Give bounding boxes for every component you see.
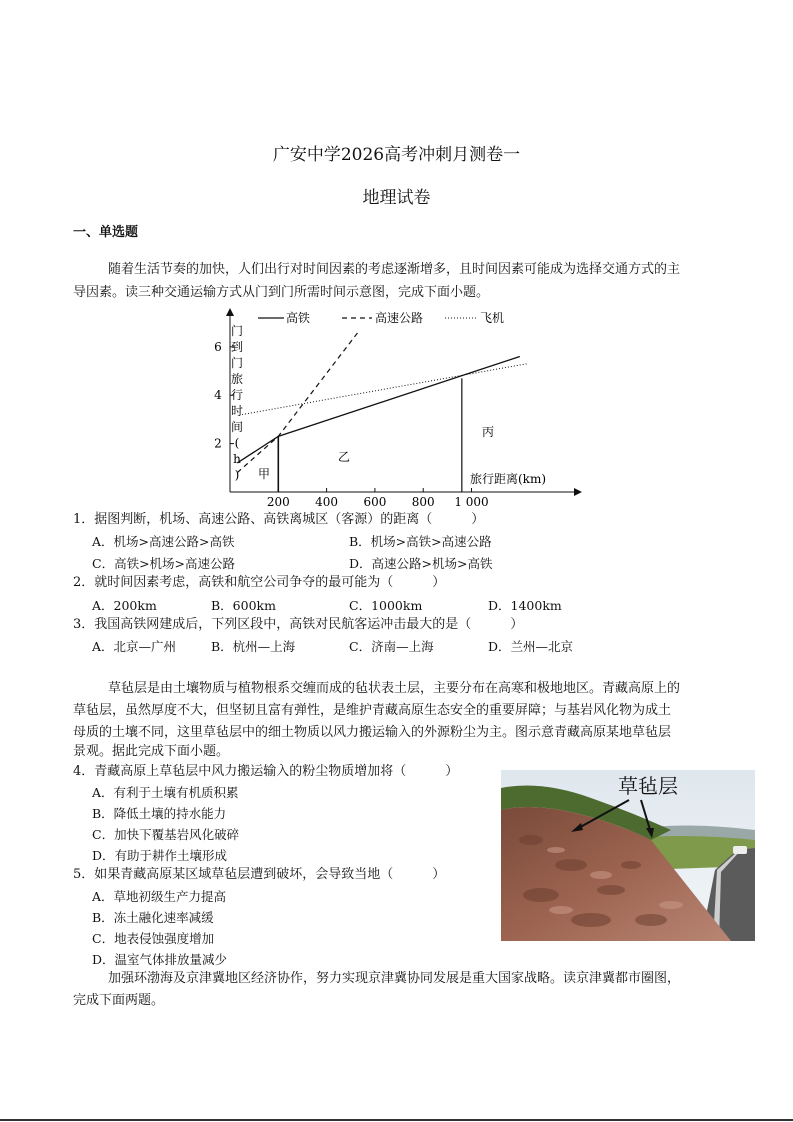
q2-option-d[interactable]: D．1400km <box>488 598 562 613</box>
q3-option-c[interactable]: C．济南—上海 <box>349 639 434 654</box>
y-axis-label-char: 行 <box>230 388 244 402</box>
q4-option-b[interactable]: B．降低土壤的持水能力 <box>92 806 227 821</box>
y-axis-label-char: ) <box>234 468 240 482</box>
q5-option-c[interactable]: C．地表侵蚀强度增加 <box>92 931 215 946</box>
y-axis-label-char: 到 <box>230 340 244 354</box>
q3-option-b[interactable]: B．杭州—上海 <box>211 639 296 654</box>
photo-label: 草毡层 <box>618 774 678 798</box>
y-axis-label-char: 间 <box>230 420 244 434</box>
q4-option-d[interactable]: D．有助于耕作土壤形成 <box>92 848 228 863</box>
q3-option-d[interactable]: D．兰州—北京 <box>488 639 574 654</box>
x-tick-label: 800 <box>411 495 435 509</box>
legend-label-hsr: 高铁 <box>286 311 311 325</box>
q3-option-a[interactable]: A．北京—广州 <box>92 639 177 654</box>
passage2-line2: 草毡层，虽然厚度不大，但坚韧且富有弹性，是维护青藏高原生态安全的重要屏障；与基岩风化物为成土 <box>73 703 672 718</box>
passage3-line2: 完成下面两题。 <box>73 993 165 1008</box>
exam-title: 广安中学2026高考冲刺月测卷一 <box>272 145 521 165</box>
q1-option-b[interactable]: B．机场>高铁>高速公路 <box>349 534 492 549</box>
q1-option-a[interactable]: A．机场>高速公路>高铁 <box>92 534 235 549</box>
legend-label-plane: 飞机 <box>480 311 505 325</box>
x-tick-label: 200 <box>266 495 290 509</box>
x-tick-label: 1 000 <box>454 495 489 509</box>
exam-subtitle: 地理试卷 <box>362 188 431 208</box>
series-plane-line <box>242 364 527 415</box>
passage1-line1: 随着生活节奏的加快，人们出行对时间因素的考虑逐渐增多，且时间因素可能成为选择交通方式的主 <box>108 262 681 277</box>
q5-option-a[interactable]: A．草地初级生产力提高 <box>92 889 227 904</box>
q2-option-c[interactable]: C．1000km <box>349 598 423 613</box>
q2-option-b[interactable]: B．600km <box>211 598 276 613</box>
y-tick-label: 2 <box>214 436 222 451</box>
question-1-stem: 1．据图判断，机场、高速公路、高铁离城区（客源）的距离（ ） <box>73 512 485 527</box>
region-label-jia: 甲 <box>258 467 271 481</box>
question-4-stem: 4．青藏高原上草毡层中风力搬运输入的粉尘物质增加将（ ） <box>73 764 459 779</box>
region-label-bing: 丙 <box>482 425 495 439</box>
y-axis-label-char: 旅 <box>230 372 244 386</box>
page-bottom-rule <box>0 1119 793 1121</box>
x-axis-label: 旅行距离(km) <box>470 472 547 486</box>
question-5-stem: 5．如果青藏高原某区域草毡层遭到破坏，会导致当地（ ） <box>73 867 446 882</box>
passage2-line1: 草毡层是由土壤物质与植物根系交缠而成的毡状表土层，主要分布在高寒和极地地区。青藏高原上的 <box>108 681 681 696</box>
q4-option-c[interactable]: C．加快下覆基岩风化破碎 <box>92 827 240 842</box>
y-axis-label-char: h <box>233 452 241 466</box>
passage1-line2: 导因素。读三种交通运输方式从门到门所需时间示意图，完成下面小题。 <box>73 285 490 300</box>
q1-option-d[interactable]: D．高速公路>机场>高铁 <box>349 556 493 571</box>
y-axis-label-char: 门 <box>230 356 244 370</box>
y-axis-label-char: ( <box>234 436 240 450</box>
passage2-line4: 景观。据此完成下面小题。 <box>73 744 230 759</box>
passage3-line1: 加强环渤海及京津冀地区经济协作，努力实现京津冀协同发展是重大国家战略。读京津冀都市圈图， <box>108 971 681 986</box>
region-label-yi: 乙 <box>338 450 351 464</box>
q4-option-a[interactable]: A．有利于土壤有机质积累 <box>92 785 239 800</box>
y-axis-label-char: 时 <box>230 404 244 418</box>
q1-option-c[interactable]: C．高铁>机场>高速公路 <box>92 556 236 571</box>
y-tick-label: 4 <box>214 388 222 403</box>
x-tick-label: 600 <box>363 495 387 509</box>
q5-option-b[interactable]: B．冻土融化速率减缓 <box>92 910 214 925</box>
section-heading: 一、单选题 <box>73 225 139 240</box>
x-tick-label: 400 <box>315 495 339 509</box>
y-tick-label: 6 <box>214 339 222 354</box>
legend-label-highway: 高速公路 <box>375 311 424 325</box>
time-distance-chart <box>200 305 600 515</box>
question-2-stem: 2．就时间因素考虑，高铁和航空公司争夺的最可能为（ ） <box>73 575 446 590</box>
series-hsr-line <box>234 356 520 462</box>
q5-option-d[interactable]: D．温室气体排放量减少 <box>92 952 228 967</box>
question-3-stem: 3．我国高铁网建成后，下列区段中，高铁对民航客运冲击最大的是（ ） <box>73 617 524 632</box>
grass-felt-layer-photo <box>501 770 755 941</box>
passage2-line3: 母质的土壤不同，这里草毡层中的细土物质以风力搬运输入的外源粉尘为主。图示意青藏高原某地草毡层 <box>73 725 672 740</box>
q2-option-a[interactable]: A．200km <box>92 598 157 613</box>
chart-legend <box>258 310 504 325</box>
y-axis-label-char: 门 <box>230 324 244 338</box>
